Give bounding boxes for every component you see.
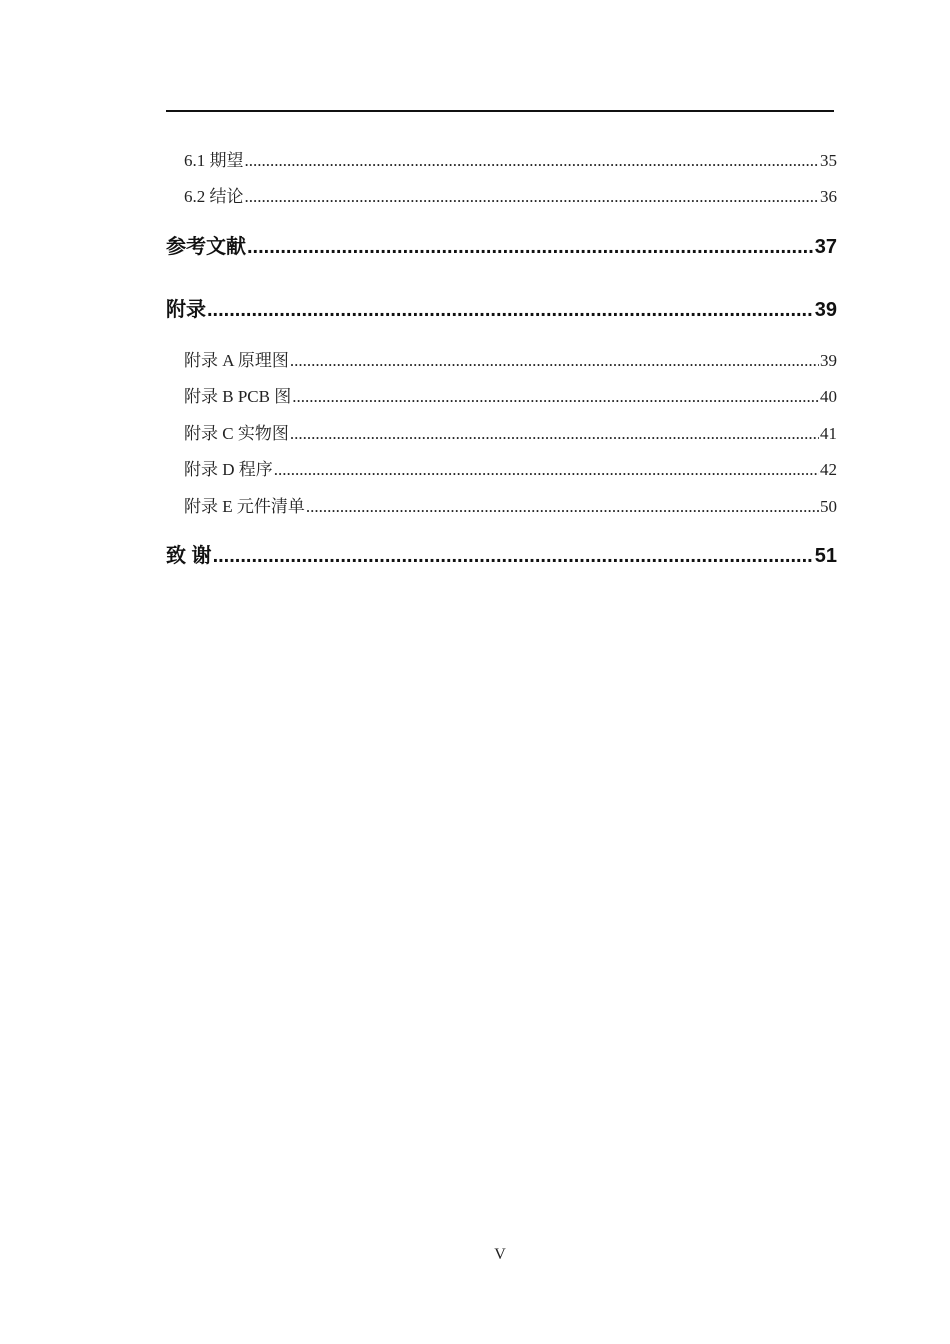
- toc-entry-label: 6.2 结论: [184, 187, 244, 206]
- toc-leader-dots: [290, 424, 819, 444]
- toc-entry-appendix-d[interactable]: [184, 455, 837, 480]
- toc-leader-dots: [245, 151, 820, 171]
- toc-entry-label: 附录 A 原理图: [184, 351, 289, 370]
- toc-entry-label: 附录 B PCB 图: [184, 387, 292, 406]
- toc-entry-page: 40: [820, 387, 837, 406]
- toc-entry-page: 36: [820, 187, 837, 206]
- toc-entry-appendix-e[interactable]: [184, 492, 837, 517]
- toc-leader-dots: [247, 236, 814, 259]
- toc-leader-dots: [274, 460, 819, 480]
- toc-entry-page: 50: [820, 497, 837, 516]
- toc-leader-dots: [306, 497, 819, 517]
- toc-leader-dots: [290, 351, 819, 371]
- toc-leader-dots: [245, 187, 820, 207]
- toc-entry-page: 51: [814, 545, 837, 567]
- toc-entry-references[interactable]: [166, 230, 837, 259]
- toc-entry-page: 35: [820, 151, 837, 170]
- toc-entry-page: 42: [820, 460, 837, 479]
- toc-entry-appendix-c[interactable]: [184, 419, 837, 444]
- toc-entry-page: 39: [814, 299, 837, 321]
- toc-leader-dots: [213, 545, 814, 568]
- toc-entry-page: 41: [820, 424, 837, 443]
- table-of-contents: [166, 0, 837, 1344]
- toc-entry-label: 参考文献: [166, 236, 246, 258]
- page-number: V: [494, 1246, 506, 1263]
- toc-entry-label: 附录: [166, 299, 206, 321]
- toc-entry-label: 6.1 期望: [184, 151, 244, 170]
- toc-entry-label: 附录 D 程序: [184, 460, 273, 479]
- toc-leader-dots: [207, 299, 814, 322]
- toc-entry-label: 致 谢: [166, 545, 212, 567]
- toc-entry-appendix-a[interactable]: [184, 346, 837, 371]
- toc-entry-label: 附录 E 元件清单: [184, 497, 305, 516]
- toc-leader-dots: [292, 387, 819, 407]
- toc-entry-appendix-b[interactable]: [184, 382, 837, 407]
- toc-entry-acknowledgements[interactable]: [166, 539, 837, 568]
- toc-entry-label: 附录 C 实物图: [184, 424, 289, 443]
- toc-entry-6-2[interactable]: [184, 182, 837, 207]
- toc-entry-6-1[interactable]: [184, 146, 837, 171]
- toc-entry-page: 37: [814, 236, 837, 258]
- toc-entry-appendix[interactable]: [166, 293, 837, 322]
- toc-entry-page: 39: [820, 351, 837, 370]
